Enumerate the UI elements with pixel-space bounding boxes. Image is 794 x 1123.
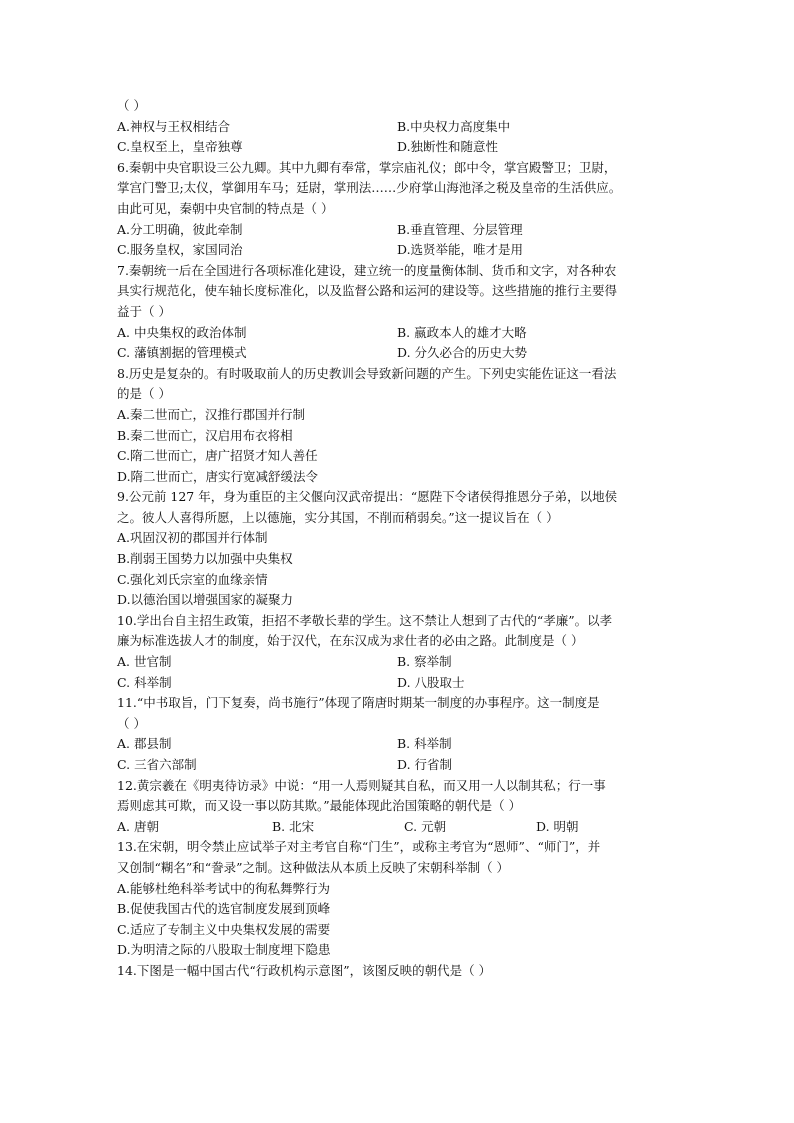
q13-stem-line-2: 又创制“糊名”和“誊录”之制。这种做法从本质上反映了宋朝科举制（ ）	[117, 859, 510, 875]
q11-option-a: A. 郡县制	[117, 736, 172, 752]
q9-option-a: A.巩固汉初的郡国并行体制	[117, 530, 268, 546]
q6-stem-line-3: 由此可见，秦朝中央官制的特点是（ ）	[117, 200, 334, 216]
q12-stem-line-1: 12.黄宗羲在《明夷待访录》中说：“用一人焉则疑其自私，而又用一人以制其私；行一事	[117, 777, 606, 793]
q7-stem-line-3: 益于（ ）	[117, 303, 171, 319]
exam-page	[117, 96, 679, 982]
q7-option-b: B. 嬴政本人的雄才大略	[397, 324, 527, 340]
q6-option-c: C.服务皇权，家国同治	[117, 242, 243, 258]
q6-options-row-1	[117, 220, 679, 241]
q10-stem-line-1: 10.学出台自主招生政策，拒招不孝敬长辈的学生。这不禁让人想到了古代的“孝廉”。以孝	[117, 612, 613, 628]
q7-options-row-1	[117, 323, 679, 344]
q11-option-c: C. 三省六部制	[117, 757, 197, 772]
q6-option-d: D.选贤举能，唯才是用	[397, 242, 524, 258]
q8-stem-line-1: 8.历史是复杂的。有时吸取前人的历史教训会导致新问题的产生。下列史实能佐证这一看法	[117, 365, 617, 381]
q10-option-c: C. 科举制	[117, 674, 172, 690]
q6-option-a: A.分工明确，彼此牵制	[117, 221, 243, 237]
q13-option-b: B.促使我国古代的选官制度发展到顶峰	[117, 901, 331, 917]
q5-options-row-2	[117, 137, 679, 158]
q10-option-a: A. 世官制	[117, 654, 172, 670]
q6-stem-line-1: 6.秦朝中央官职设三公九卿。其中九卿有奉常，掌宗庙礼仪；郎中令，掌宫殿警卫；卫尉，	[117, 159, 617, 175]
q5-answer-blank: （ ）	[117, 98, 146, 113]
q11-stem-line-1: 11.“中书取旨，门下复奏，尚书施行”体现了隋唐时期某一制度的办事程序。这一制度是	[117, 695, 600, 711]
q7-stem-line-2: 具实行规范化，使车轴长度标准化，以及监督公路和运河的建设等。这些措施的推行主要得	[117, 283, 618, 299]
q7-option-a: A. 中央集权的政治体制	[117, 324, 247, 340]
q14-stem-line-1: 14.下图是一幅中国古代“行政机构示意图”，该图反映的朝代是（ ）	[117, 962, 492, 978]
q7-option-c: C. 藩镇割据的管理模式	[117, 345, 247, 361]
q12-option-a: A. 唐朝	[117, 818, 159, 834]
q6-options-row-2	[117, 240, 679, 261]
q13-option-c: C.适应了专制主义中央集权发展的需要	[117, 921, 331, 937]
q12-option-b: B. 北宋	[272, 818, 315, 834]
q9-stem-line-2: 之。彼人人喜得所愿，上以德施，实分其国，不削而稍弱矣。”这一提议旨在（ ）	[117, 509, 559, 525]
q12-option-c: C. 元朝	[404, 818, 447, 834]
q8-option-c: C.隋二世而亡，唐广招贤才知人善任	[117, 448, 318, 464]
q5-option-a: A.神权与王权相结合	[117, 118, 231, 134]
q9-option-c: C.强化刘氏宗室的血缘亲情	[117, 571, 268, 587]
q7-options-row-2	[117, 343, 679, 364]
q10-options-row-2	[117, 673, 679, 694]
q11-option-b: B. 科举制	[397, 736, 452, 752]
q10-option-d: D. 八股取士	[397, 674, 465, 690]
q5-options-row-1	[117, 117, 679, 138]
q8-option-b: B.秦二世而亡，汉启用布衣将相	[117, 427, 293, 443]
q12-options-row	[117, 817, 679, 838]
q11-option-d: D. 行省制	[397, 757, 453, 772]
q5-option-b: B.中央权力高度集中	[397, 118, 511, 134]
q9-stem-line-1: 9.公元前 127 年，身为重臣的主父偃向汉武帝提出：“愿陛下令诸侯得推恩分子弟，以地侯	[117, 489, 618, 505]
q6-stem-line-2: 掌宫门警卫;太仪，掌御用车马；廷尉，掌刑法……少府掌山海池泽之税及皇帝的生活供应。	[117, 180, 622, 196]
q11-options-row-1	[117, 734, 679, 755]
q13-option-a: A.能够杜绝科举考试中的徇私舞弊行为	[117, 880, 331, 896]
q7-option-d: D. 分久必合的历史大势	[397, 345, 528, 361]
q12-option-d: D. 明朝	[536, 818, 579, 834]
q12-stem-line-2: 焉则虑其可欺，而又设一事以防其欺。”最能体现此治国策略的朝代是（ ）	[117, 798, 522, 814]
q10-stem-line-2: 廉为标准选拔人才的制度，始于汉代，在东汉成为求仕者的必由之路。此制度是（ ）	[117, 633, 584, 649]
q5-option-c: C.皇权至上，皇帝独尊	[117, 139, 243, 155]
q13-option-d: D.为明清之际的八股取士制度埋下隐患	[117, 942, 331, 958]
q11-stem-line-2: （ ）	[117, 715, 146, 731]
q5-option-d: D.独断性和随意性	[397, 139, 499, 155]
q9-option-d: D.以德治国以增强国家的凝聚力	[117, 592, 294, 608]
q7-stem-line-1: 7.秦朝统一后在全国进行各项标准化建设，建立统一的度量衡体制、货币和文字，对各种农	[117, 262, 617, 278]
q8-option-d: D.隋二世而亡，唐实行宽减舒缓法令	[117, 468, 319, 484]
q10-options-row-1	[117, 652, 679, 673]
q6-option-b: B.垂直管理、分层管理	[397, 221, 523, 237]
q10-option-b: B. 察举制	[397, 654, 452, 670]
q13-stem-line-1: 13.在宋朝，明令禁止应试举子对主考官自称“门生”，或称主考官为“恩师”、“师门”，并	[117, 839, 601, 855]
q9-option-b: B.削弱王国势力以加强中央集权	[117, 551, 293, 567]
q8-stem-line-2: 的是（ ）	[117, 386, 171, 402]
q8-option-a: A.秦二世而亡，汉推行郡国并行制	[117, 406, 306, 422]
q11-options-row-2	[117, 755, 679, 776]
